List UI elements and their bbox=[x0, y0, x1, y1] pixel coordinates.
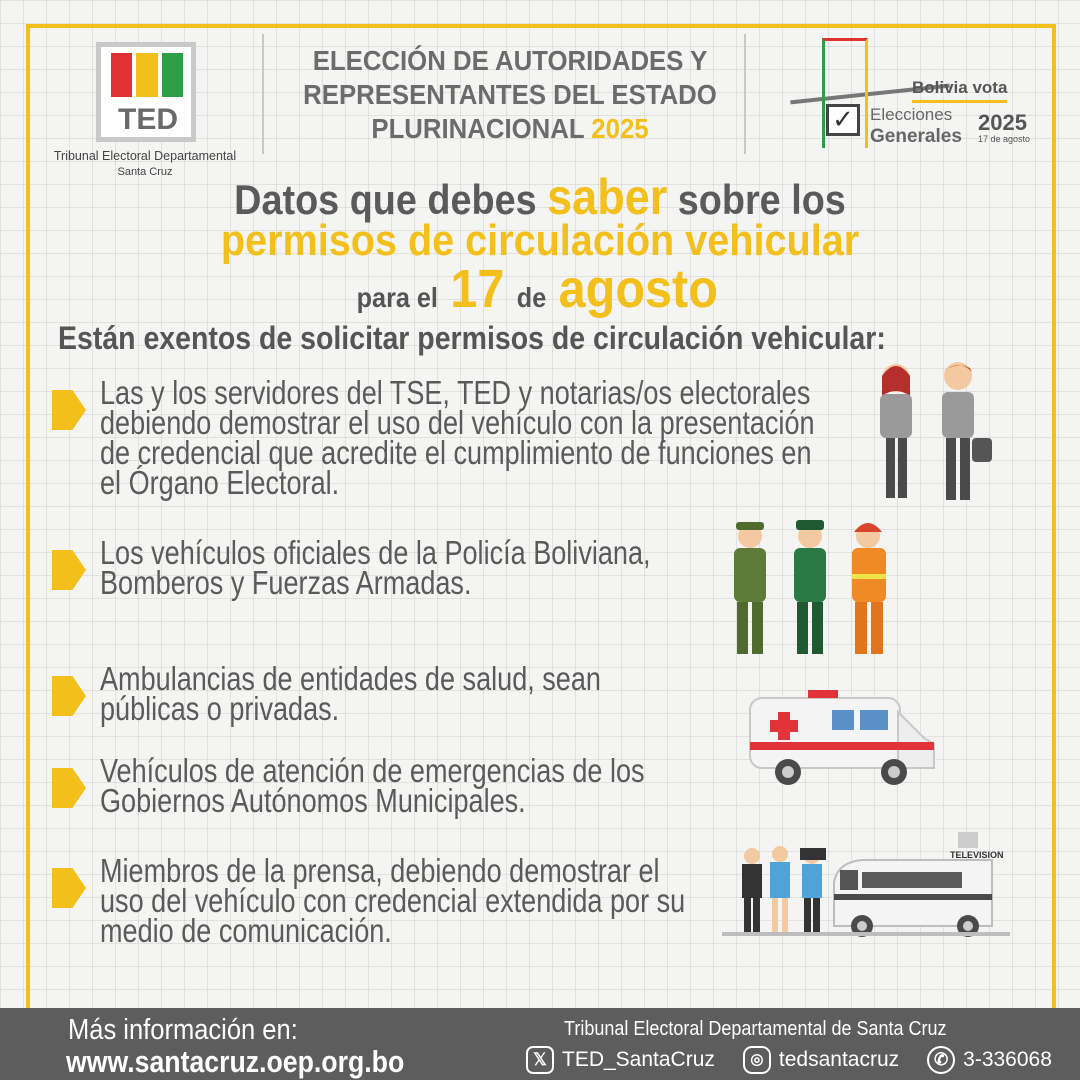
ted-logo-box bbox=[96, 42, 196, 142]
generales-text: Generales bbox=[870, 126, 962, 147]
flag-bars bbox=[111, 53, 183, 97]
item-line: Ambulancias de entidades de salud, sean bbox=[100, 660, 601, 697]
item-line: uso del vehículo con credencial extendida por su bbox=[100, 882, 686, 919]
security-forces-icon bbox=[714, 514, 910, 664]
press-van-icon bbox=[722, 830, 1012, 938]
headline-highlight: saber bbox=[547, 169, 668, 225]
red-bar bbox=[111, 53, 132, 97]
ted-caption-line2: Santa Cruz bbox=[117, 166, 173, 178]
item-text bbox=[100, 852, 686, 949]
instagram-icon[interactable]: ◎ bbox=[743, 1046, 771, 1074]
item-line: Bomberos y Fuerzas Armadas. bbox=[100, 564, 472, 601]
item-line: medio de comunicación. bbox=[100, 912, 392, 949]
footer-more-info: Más información en: bbox=[68, 1014, 298, 1046]
subheading: Están exentos de solicitar permisos de circulación vehicular: bbox=[58, 320, 886, 356]
staff-icon bbox=[866, 356, 996, 506]
header-title-line3 bbox=[294, 112, 726, 146]
headline-line3-pre: para el bbox=[356, 282, 438, 313]
ted-caption-line1: Tribunal Electoral Departamental bbox=[53, 149, 237, 163]
x-icon[interactable]: 𝕏 bbox=[526, 1046, 554, 1074]
item-line: el Órgano Electoral. bbox=[100, 464, 340, 501]
item-line: Los vehículos oficiales de la Policía Boliviana, bbox=[100, 534, 651, 571]
header-title-year: 2025 bbox=[591, 113, 649, 144]
footer-social bbox=[526, 1046, 1052, 1074]
check-icon: ✓ bbox=[826, 104, 860, 136]
logo-date: 17 de agosto bbox=[978, 134, 1031, 144]
headline-line3 bbox=[54, 258, 1026, 320]
item-line: Gobiernos Autónomos Municipales. bbox=[100, 782, 526, 819]
item-line: Las y los servidores del TSE, TED y notarias/os electorales bbox=[100, 374, 811, 411]
item-text bbox=[100, 660, 601, 727]
footer-institution: Tribunal Electoral Departamental de Santa Cruz bbox=[564, 1018, 947, 1040]
header-title-line2: REPRESENTANTES DEL ESTADO bbox=[303, 79, 717, 110]
ambulance-icon bbox=[748, 688, 938, 788]
item-text bbox=[100, 752, 645, 819]
elecciones-generales-logo bbox=[786, 34, 1036, 154]
headline-line2: permisos de circulación vehicular bbox=[220, 216, 860, 265]
headline-line3-mid: de bbox=[516, 282, 547, 313]
item-line: Vehículos de atención de emergencias de los bbox=[100, 752, 645, 789]
footer bbox=[0, 1008, 1080, 1080]
headline-line1-pre: Datos que debes bbox=[234, 176, 537, 223]
header-title-line3-text: PLURINACIONAL bbox=[371, 113, 585, 144]
headline-line1-post: sobre los bbox=[677, 176, 846, 223]
item-text bbox=[100, 534, 651, 601]
ted-logo bbox=[40, 38, 250, 178]
x-handle[interactable]: TED_SantaCruz bbox=[562, 1048, 715, 1071]
item-line: debiendo demostrar el uso del vehículo con la presentación bbox=[100, 404, 815, 441]
bolivia-vota-text: Bolivia vota bbox=[912, 78, 1007, 103]
item-line: públicas o privadas. bbox=[100, 690, 340, 727]
item-text bbox=[100, 374, 815, 501]
logo-year: 2025 bbox=[978, 110, 1027, 135]
header-title-line1: ELECCIÓN DE AUTORIDADES Y bbox=[312, 45, 708, 76]
header-divider-left bbox=[262, 34, 264, 154]
instagram-handle[interactable]: tedsantacruz bbox=[778, 1048, 900, 1071]
tv-van-label: TELEVISION bbox=[950, 850, 1004, 860]
item-line: Miembros de la prensa, debiendo demostrar el bbox=[100, 852, 660, 889]
yellow-bar bbox=[136, 53, 157, 97]
header-divider-right bbox=[744, 34, 746, 154]
header-title bbox=[294, 44, 726, 146]
ted-logo-text: TED bbox=[118, 103, 178, 136]
footer-website-link[interactable]: www.santacruz.oep.org.bo bbox=[66, 1044, 405, 1079]
green-bar bbox=[162, 53, 183, 97]
phone-number[interactable]: 3-336068 bbox=[963, 1048, 1052, 1071]
elecciones-text: Elecciones bbox=[870, 105, 953, 124]
headline-month: agosto bbox=[558, 259, 718, 319]
phone-icon[interactable]: ✆ bbox=[927, 1046, 955, 1074]
item-line: de credencial que acredite el cumplimiento de funciones en bbox=[100, 434, 812, 471]
headline-day: 17 bbox=[450, 259, 505, 319]
